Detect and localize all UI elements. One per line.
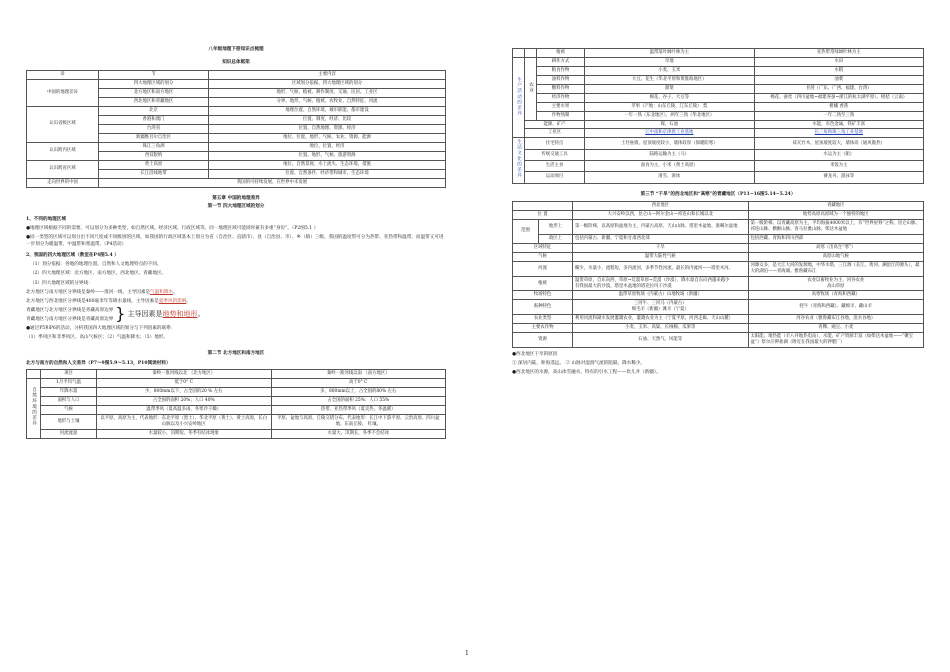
ns-row xyxy=(27,429,446,438)
diff-south: 亚热带常绿阔叶林为主 xyxy=(754,49,924,58)
diff-north: 温带落叶阔叶林为主 xyxy=(585,49,755,58)
point2-item: （3）四大地理区域的分界线： xyxy=(30,280,93,286)
framework-content: 位置、地形、气候、旅游资源 xyxy=(209,151,446,160)
agri-row xyxy=(513,93,924,102)
nw-item: 植被 xyxy=(513,276,573,291)
boundary-line: 北方地区与西北地区分界线是400毫米年等降水量线，主导因素是夏季风的影响。 xyxy=(26,298,191,304)
nw-header-tibet: 青藏地区 xyxy=(748,202,924,211)
nw-item: 畜种特色 xyxy=(513,300,573,315)
nw-row xyxy=(513,300,924,315)
ns-header-north: 秦岭一淮河线以北 （北方地区） xyxy=(97,370,272,379)
framework-section: 黄土高原 xyxy=(99,160,209,169)
agri-cell: 小麦、玉米 xyxy=(585,66,755,75)
brace-icon: } xyxy=(115,304,126,324)
ns-cell: 多，800mm以上，占全国的80% 左右 xyxy=(271,387,446,396)
nw-cell-northwest: 干旱 xyxy=(573,243,749,252)
framework-row xyxy=(27,80,446,89)
agri-item: 耕作方式 xyxy=(537,57,585,66)
framework-section: 新疆维吾尔自治区 xyxy=(99,133,209,142)
agri-row xyxy=(513,57,924,66)
ns-item: 年降水量 xyxy=(41,387,97,396)
nw-cell-northwest: 利用河流和湖水发展灌溉农业，灌溉农业为主（宁夏平原、河西走廊、天山山麓） xyxy=(573,315,749,324)
diff-blank xyxy=(513,49,525,58)
nw-terrain-cell: 包括西藏、青海和四川西部 xyxy=(748,234,924,243)
framework-row xyxy=(27,178,446,187)
bullet-line: ① 深居内陆，距海遥远。 ② 山脉对湿润气流的阻隔，降水稀少。 xyxy=(512,361,646,367)
right-column xyxy=(512,0,924,376)
prod-south xyxy=(754,129,924,138)
life-south: 砖瓦竹木，屋顶坡度较大，墙体高（通风散热） xyxy=(754,138,924,149)
diff-blank xyxy=(525,49,537,58)
ns-row xyxy=(27,414,446,429)
nw-item: 气候 xyxy=(513,252,573,261)
nw-location-nw: 大兴安岭以西，昆仑山—阿尔金山—祁连山和长城以北 xyxy=(573,211,749,220)
ns-item: 河流流量 xyxy=(41,429,97,438)
life-row xyxy=(513,149,924,160)
boundary-factor-1: 气温和降水 xyxy=(150,289,174,295)
section2-subtitle: 北方与南方的自然和人文差异（P7～9图5.9～5.13，P10阅读材料） xyxy=(26,361,171,366)
ns-cell: 低于0° C xyxy=(97,379,272,388)
prod-south-text: 长三角和珠三角工业基地 xyxy=(814,130,863,136)
nw-item: 区域特征 xyxy=(513,243,573,252)
agri-label-text: 农业 xyxy=(528,81,534,93)
ns-row xyxy=(27,379,446,388)
framework-section: 北京 xyxy=(99,107,209,116)
framework-content: 分界、地形、气候、植被、农牧业、自然特征、河流 xyxy=(209,98,446,107)
agri-cell: 甜菜 xyxy=(585,84,755,93)
prod-north xyxy=(585,129,755,138)
prod-item: 能源、矿产 xyxy=(525,120,585,129)
ns-header-item: 项目 xyxy=(41,370,97,379)
ns-cell: 水量较小、汛期短、冬季有结冰现象 xyxy=(97,429,272,438)
agri-cell: 油菜 xyxy=(754,75,924,84)
nw-cell-tibet: 高原山地气候 xyxy=(748,252,924,261)
agri-cell: 一年一熟（东北地区），两年三熟（华北地区） xyxy=(585,111,755,120)
northwest-tibet-table xyxy=(512,201,924,348)
ns-item: 气候 xyxy=(41,405,97,414)
nw-cell-tibet: 青稞、豌豆、小麦 xyxy=(748,324,924,333)
ns-row xyxy=(27,405,446,414)
point2-item: （1）划分依据：各地的地理位置、自然和人文地理特点的不同。 xyxy=(30,262,162,268)
nw-location-tibet: 地势高原高原域为一个独特的地区 xyxy=(748,211,924,220)
life-north: 土坯垒墙，屋顶坡度较小，墙体较厚（保暖防寒） xyxy=(585,138,755,149)
prod-south-text: 水能，有色金属，铁矿丰富 xyxy=(812,121,866,127)
nw-cell-tibet: 牦牛（青海和西藏）、藏绵羊、藏山羊 xyxy=(748,300,924,315)
nw-row xyxy=(513,243,924,252)
nw-cell-northwest: 稀少，水量小，流程短，多内流河，多季节性河流，最长的内流河——塔里木河。 xyxy=(573,261,749,276)
page-number: 1 xyxy=(465,650,469,657)
point2-title: 2、我国的四大地理区域（教室在P4图5.4 ） xyxy=(26,253,119,259)
nw-row xyxy=(513,333,924,348)
section2-title: 第二节 北方地区和南方地区 xyxy=(207,351,265,357)
brace-note: 主导因素是地势和地形。 xyxy=(127,310,205,319)
nw-header-row xyxy=(513,202,924,211)
agri-cell: 棉花、蚕丝（四川盆地~福建养蚕~浙江的杭太湖平原）、柑桔（云南） xyxy=(754,93,924,102)
nw-item: 资源 xyxy=(513,333,573,348)
agri-cell: 甘蔗（广东、广西、福建、台湾） xyxy=(754,84,924,93)
ns-cell: 水量大、汛期长，冬季不会结冰 xyxy=(271,429,446,438)
bullets-block xyxy=(512,351,924,376)
ns-item: 地形与土壤 xyxy=(41,414,97,429)
section1-title: 第一节 四大地理区域的划分 xyxy=(207,204,265,210)
framework-row xyxy=(27,160,446,169)
ns-item: 1月平均气温 xyxy=(41,379,97,388)
framework-section: 长江沿线地带 xyxy=(99,169,209,178)
ns-cell: 高于0° C xyxy=(271,379,446,388)
nw-terrain-item: 地形上 xyxy=(539,220,573,235)
framework-content: 位置、制度、经济、比较 xyxy=(209,116,446,125)
life-row xyxy=(513,160,924,171)
life-item: 传统交通工具 xyxy=(525,149,585,160)
nw-terrain-cell: 包括内蒙古、新疆、宁夏和甘肃西北部 xyxy=(573,234,749,243)
boundary-line: 北方地区与南方地区分界线是秦岭——淮河一线，主导因素是气温和降水。 xyxy=(26,289,178,295)
nw-item: 牧场特色 xyxy=(513,291,573,300)
framework-row xyxy=(27,142,446,151)
agri-cell: 水稻 xyxy=(754,66,924,75)
life-row xyxy=(513,138,924,149)
chapter5-title: 第五章 中国的地理差异 xyxy=(212,195,260,201)
ns-row xyxy=(27,387,446,396)
point2-item: （2）四大地理区域：北方地区、南方地区、西北地区、青藏地区。 xyxy=(30,271,167,277)
life-south: 水运为主（船） xyxy=(754,149,924,160)
nw-terrain-cell: 第一级阶梯，以高原和盆地为主，内蒙古高原、天山山脉、塔里木盆地、准噶尔盆地 xyxy=(573,220,749,235)
nw-header-northwest: 西北地区 xyxy=(573,202,749,211)
framework-section: 珠江三角洲 xyxy=(99,142,209,151)
ns-side-label xyxy=(27,379,41,439)
point1-paragraph-2: ●同一类型的区域可以划分出不同尺度或不同级别的区域，如我国的行政区域基本上划分为省（自治区、直辖市）、县（自治县、市）、乡（镇）三级。我国的温度带可分为热带、亚热带和温带，而温带又可进一步划分为暖温带、中温带和寒温带。（P4活动） xyxy=(26,235,444,248)
nw-item: 河流 xyxy=(513,261,573,276)
nw-row xyxy=(513,276,924,291)
framework-content: 区域划分依据、四大地理区域的划分 xyxy=(209,80,446,89)
life-row xyxy=(513,172,924,183)
nw-row xyxy=(513,252,924,261)
framework-content: 地位、位置、地形、气候、农业、资源、能源 xyxy=(209,133,446,142)
agri-item: 作物熟制 xyxy=(537,111,585,120)
bullet-line: ●西北地区干旱的原因 xyxy=(512,352,558,358)
agri-row xyxy=(513,66,924,75)
ns-cell: 占全国的面积 25%；人口 55% xyxy=(271,396,446,405)
boundary-factor-2: 夏季风的影响 xyxy=(158,298,187,304)
framework-section: 北方地区和南方地区 xyxy=(99,89,209,98)
life-side-label xyxy=(513,138,525,183)
framework-section: 香港和澳门 xyxy=(99,116,209,125)
prod-item: 工业区 xyxy=(525,129,585,138)
life-item: 运动项目 xyxy=(525,172,585,183)
prod-south xyxy=(754,120,924,129)
framework-title: 知识总体框架 xyxy=(222,59,250,65)
nw-item: 主要农作物 xyxy=(513,324,573,333)
framework-chapter: 走向世界的中国 xyxy=(27,178,99,187)
diff-row xyxy=(513,49,924,58)
framework-content: 地位、位置、经济 xyxy=(209,142,446,151)
human-side-label xyxy=(513,57,525,137)
ns-cell: 占全国的面积 20%；人口 40% xyxy=(97,396,272,405)
nw-terrain-item: 政区上 xyxy=(539,234,573,243)
north-south-table xyxy=(26,369,446,439)
agri-row xyxy=(513,84,924,93)
prod-north-text: 煤、石油 xyxy=(660,121,679,127)
boundary-line: 青藏地区与南方地区分界线是青藏高原边界 xyxy=(26,317,114,323)
ns-header-south: 秦岭一淮河线以南 （南方地区） xyxy=(271,370,446,379)
framework-content: 地形、气候、植被、耕作制度、交通、民居、工业区 xyxy=(209,89,446,98)
framework-header-section: 节 xyxy=(99,71,209,80)
brace-note-key: 地势和地形 xyxy=(162,310,198,319)
nw-location-label: 位 置 xyxy=(513,211,573,220)
left-column xyxy=(26,0,446,439)
nw-terrain-row xyxy=(513,220,924,235)
nw-cell-northwest: 温带大陆性气候 xyxy=(573,252,749,261)
framework-section: 四大地理区域的划分 xyxy=(99,80,209,89)
doc-title: 八年级地理下册知识点梳理 xyxy=(208,47,264,52)
framework-content: 我国的可持续发展、在世界中未发展 xyxy=(99,178,446,187)
ns-cell: 温带季风（夏高温多雨，冬寒冷干燥） xyxy=(97,405,272,414)
ns-side-label-text: 自然环境的差异 xyxy=(31,387,37,427)
ns-cell: 平原、盆地与高原、丘陵交错分布，代表地形：长江中下游平原、云贵高原、四川盆地、东南丘陵、 红壤。 xyxy=(271,414,446,429)
nw-terrain-row xyxy=(513,234,924,243)
nw-cell-tibet: 高寒牧场（青海和西藏） xyxy=(748,291,924,300)
ns-cell: 少，800mm以下，占全国的20 % 左右 xyxy=(97,387,272,396)
agri-row xyxy=(513,111,924,120)
agri-cell: 苹果（产地：山东丘陵、辽东丘陵） 梨 xyxy=(585,102,755,111)
nw-row xyxy=(513,324,924,333)
agri-cell: 柑橘 香蕉 xyxy=(754,102,924,111)
nw-terrain-label: 范围 xyxy=(513,220,539,244)
prod-north xyxy=(585,120,755,129)
nw-row xyxy=(513,261,924,276)
life-south: 赛龙舟、游泳等 xyxy=(754,172,924,183)
life-item: 住宅特点 xyxy=(525,138,585,149)
section3-title: 第三节 “干旱”的西北地区和“高寒”的青藏地区（P11~16图5.14~5.24） xyxy=(640,191,796,197)
factors-line: （1）季风区和非季风区、高山气候区；（2）气温和降水；（3）地形。 xyxy=(26,335,168,341)
agri-item: 糖料作物 xyxy=(537,84,585,93)
agri-cell: 大豆、花生（华北平原和黄淮海地区） xyxy=(585,75,755,84)
life-south: 米饭为主 xyxy=(754,160,924,171)
agri-row xyxy=(513,75,924,84)
point2-last: ●通过P5和P6的活动，分析我国四大地理区域的划分与下列因素的联系： xyxy=(26,326,176,332)
human-side-label-text: 生产活动的差异 xyxy=(516,76,522,116)
nw-cell-tibet: 太阳能、地热能（羊八井地热电站），水能，矿产资源丰富（如柴达木盆地——“聚宝盆”）察尔汗钾盐湖（附近在我国最大的钾肥厂） xyxy=(748,333,924,348)
agri-cell: 一年二熟至三熟 xyxy=(754,111,924,120)
agri-label xyxy=(525,57,537,120)
agri-cell: 棉花、谷子、大豆等 xyxy=(585,93,755,102)
point1-paragraph-1: ●地理区域根据不同的需要，可以划分为多种类型，如自然区域、经济区域、行政区域等。同一地理区域可能同时兼有多重“身份”。（P2图5.1 ） xyxy=(26,225,319,231)
agri-cell: 水田 xyxy=(754,57,924,66)
nw-row xyxy=(513,291,924,300)
ns-item: 面积与人口 xyxy=(41,396,97,405)
diff-item: 植被 xyxy=(537,49,585,58)
nw-cell-northwest: 温带草原牧场（内蒙古）山地牧场（新疆） xyxy=(573,291,749,300)
nw-item: 农业类型 xyxy=(513,315,573,324)
agri-cell: 旱地 xyxy=(585,57,755,66)
framework-chapter: 中国的地理差异 xyxy=(27,80,99,107)
nw-cell-northwest: 温带草原，自东向西，草原→荒漠草原→荒漠（沙漠），降水量自东向西越来越少 有我国最大的沙漠，塔里木盆地的塔克拉玛干沙漠 xyxy=(573,276,749,291)
nw-header-blank xyxy=(513,202,573,211)
boundary-line: 青藏地区与北方地区分界线是青藏高原边界 xyxy=(26,307,114,313)
nw-cell-tibet: 高寒（出高生“寒”） xyxy=(748,243,924,252)
agri-item: 油料作物 xyxy=(537,75,585,84)
ns-corner xyxy=(27,370,41,379)
nw-cell-tibet: 河源众多，是大江大河的发源地，中华水塔，三江源（长江、黄河、澜沧江的源头），最大的湖泊——青海湖。雅鲁藏布江 xyxy=(748,261,924,276)
framework-chapter: 认识跨省区域 xyxy=(27,160,99,178)
framework-table xyxy=(26,70,446,187)
prod-row xyxy=(513,129,924,138)
framework-header-content: 主要内容 xyxy=(209,71,446,80)
nw-cell-northwest: 石油、天然气、风能等 xyxy=(573,333,749,348)
framework-header-chapter: 章 xyxy=(27,71,99,80)
diff-table xyxy=(512,48,924,184)
framework-content: 地理位置、自然环境、城市职能、都市建设 xyxy=(209,107,446,116)
agri-item: 粮食作物 xyxy=(537,66,585,75)
life-north: 面食为主，小米（黄土高原） xyxy=(585,160,755,171)
agri-row xyxy=(513,102,924,111)
framework-section: 西双版纳 xyxy=(99,151,209,160)
prod-north-text: 辽中南和京津唐工业基地 xyxy=(645,130,694,136)
life-item: 生活主食 xyxy=(525,160,585,171)
bullet-line: ●西北地区的水源，高山冰雪融水，特有的引水工程——坎儿井（新疆）。 xyxy=(512,370,661,376)
framework-content: 地位、自然景观、水土流失、生态环境、措施 xyxy=(209,160,446,169)
ns-row xyxy=(27,396,446,405)
agri-item: 经济作物 xyxy=(537,93,585,102)
ns-cell: 热带、亚热带季风（夏炎热，冬温暖） xyxy=(271,405,446,414)
framework-section: 台湾省 xyxy=(99,124,209,133)
framework-chapter: 认识跨内区域 xyxy=(27,142,99,160)
framework-content: 位置、自然条件、经济带和城市、生态环境 xyxy=(209,169,446,178)
nw-cell-northwest: 三河牛、三河马（内蒙古） 细毛羊（新疆）滩羊（宁夏） xyxy=(573,300,749,315)
nw-terrain-cell: 第一级阶梯，以青藏高原为主，平均海拔4000米以上，有“世界屋脊”之称，昆仑山脉、祁连山脉、横断山脉、喜马拉雅山脉、柴达木盆地 xyxy=(748,220,924,235)
framework-section: 西北地区和青藏地区 xyxy=(99,98,209,107)
nw-row xyxy=(513,315,924,324)
framework-content: 位置、自然地理、资源、经济 xyxy=(209,124,446,133)
nw-cell-northwest: 小麦、玉米、高粱、长绒棉、瓜果等 xyxy=(573,324,749,333)
life-north: 陆路运输为主（马） xyxy=(585,149,755,160)
ns-cell: 以平原、高原为主，代表地形：东北平原（黑土）、华北平原（黄土）、黄土高原，长白山脉以及小兴安岭地区 xyxy=(97,414,272,429)
nw-cell-tibet: 河谷农业（雅鲁藏布江谷地、湟水谷地） xyxy=(748,315,924,324)
framework-chapter: 认识省级区域 xyxy=(27,107,99,143)
boundary-brace-group xyxy=(26,305,446,323)
nw-location-row xyxy=(513,211,924,220)
life-north: 滑雪、滑冰 xyxy=(585,172,755,183)
life-side-label-text: 生活文化的差异 xyxy=(516,139,522,179)
nw-cell-tibet: 农业以畜牧业为主，河谷农业 高山草原 xyxy=(748,276,924,291)
point1-title: 1、不同的地理区域 xyxy=(26,216,66,222)
prod-row xyxy=(513,120,924,129)
framework-row xyxy=(27,107,446,116)
agri-item: 主要水果 xyxy=(537,102,585,111)
